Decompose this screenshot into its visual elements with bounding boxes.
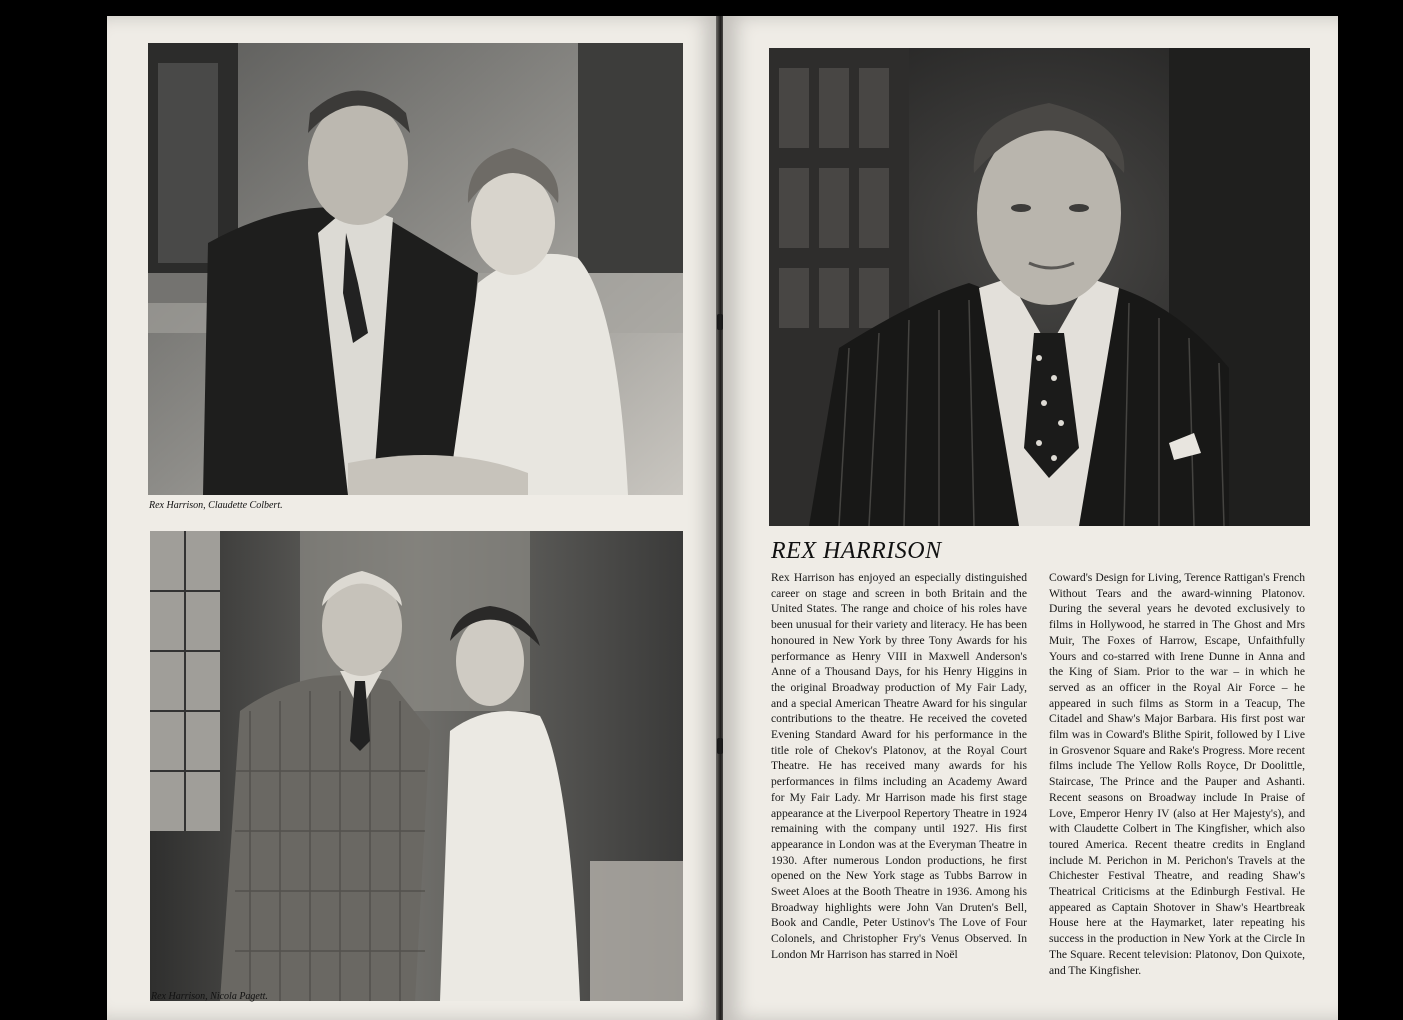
- page-title: REX HARRISON: [771, 538, 942, 564]
- photo-caption: Rex Harrison, Claudette Colbert.: [149, 500, 283, 511]
- photo-harrison-colbert: [148, 43, 683, 495]
- photo-rex-harrison-portrait: [769, 48, 1310, 526]
- biography-text: Rex Harrison has enjoyed an especially distinguished career on stage and screen in both Britain and the United States. The range and choice of his roles have been unusual for their variety and literacy. He has been honoured in New York by three Tony Awards for his performance as Henry VIII in Maxwell Anderson's Anne of a Thousand Days, for his Henry Higgins in the original Broadway production of My Fair Lady, and a special American Theatre Award for his singular contributions to the theatre. He received the coveted Evening Standard Award for his performance in the title role of Chekov's Platonov, at the Royal Court Theatre. He has received many awards for his performances in films including an Academy Award for My Fair Lady. Mr Harrison made his first stage appearance at the Liverpool Repertory Theatre in 1924 remaining with the company until 1927. His first appearance in London was at the Everyman Theatre in 1930. After numerous London productions, he first opened on the New York stage as Tubbs Barrow in Sweet Aloes at the Booth Theatre in 1936. Among his Broadway highlights were John Van Druten's Bell, Book and Candle, Peter Ustinov's The Love of Four Colonels, and Christopher Fry's Venus Observed. In London Mr Harrison has starred in Noël: [771, 571, 1027, 961]
- photo-harrison-pagett: [150, 531, 683, 1001]
- biography-column-1: [771, 570, 1027, 963]
- photo-harrison-pagett-image: [150, 531, 683, 1001]
- photo-caption: Rex Harrison, Nicola Pagett.: [151, 991, 268, 1002]
- biography-text: Coward's Design for Living, Terence Rattigan's French Without Tears and the award-winning Platonov. During the several years he devoted exclusively to films in Hollywood, he starred in The Ghost and Mrs Muir, The Foxes of Harrow, Escape, Unfaithfully Yours and co-starred with Irene Dunne in Anna and the King of Siam. Prior to the war – in which he served as an officer in the Royal Air Force – he appeared in such films as Storm in a Teacup, The Citadel and Shaw's Major Barbara. His first post war film was in Coward's Blithe Spirit, followed by I Live in Grosvenor Square and Rake's Progress. More recent films include The Yellow Rolls Royce, Dr Doolittle, Staircase, The Prince and the Pauper and Ashanti. Recent seasons on Broadway include In Praise of Love, Emperor Henry IV (also at Her Majesty's), and with Claudette Colbert in The Kingfisher, which also toured America. Recent theatre credits in England include M. Perichon in M. Perichon's Travels at the Chichester Festival Theatre, and reading Shaw's Theatrical Criticisms at the Edinburgh Festival. He appeared as Captain Shotover in Shaw's Heartbreak House here at the Haymarket, later repeating his success in the production in New York at the Circle In The Square. Recent television: Platonov, Don Quixote, and The Kingfisher.: [1049, 571, 1305, 977]
- right-page: [723, 16, 1338, 1020]
- photo-rex-harrison-portrait-image: [769, 48, 1310, 526]
- photo-harrison-colbert-image: [148, 43, 683, 495]
- biography-column-2: [1049, 570, 1305, 978]
- left-page: [107, 16, 719, 1020]
